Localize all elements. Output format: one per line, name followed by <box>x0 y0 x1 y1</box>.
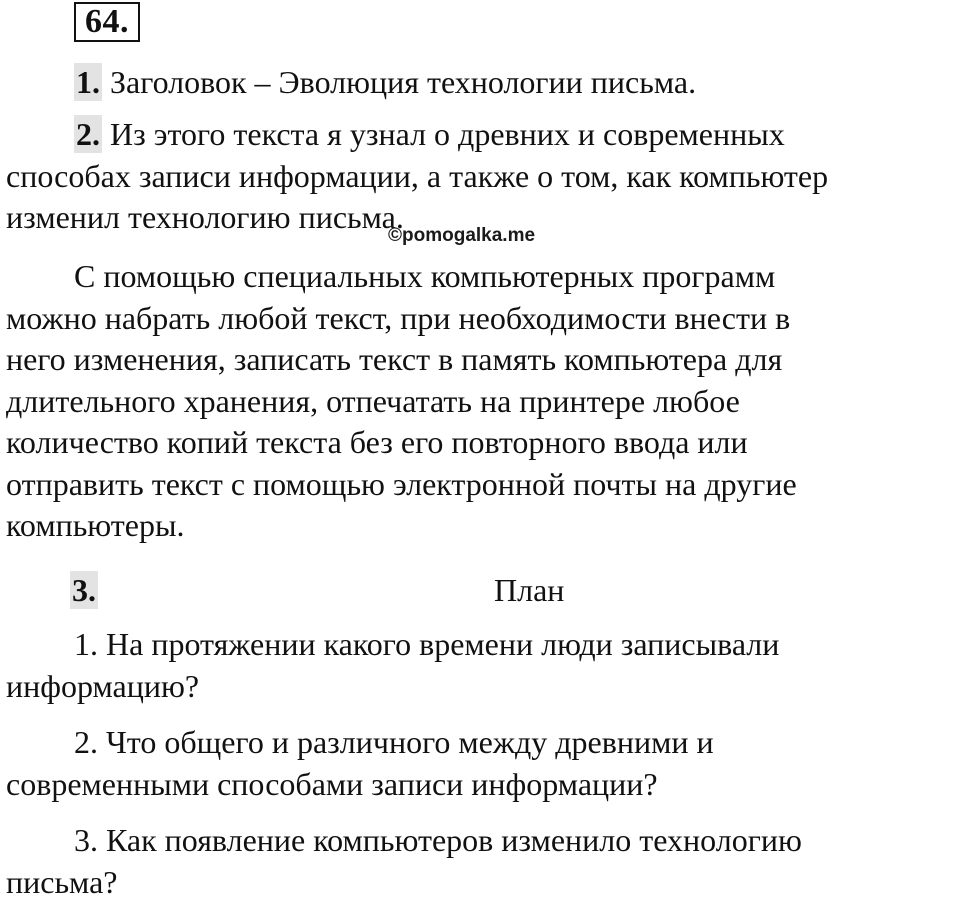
paragraph-line-4: длительного хранения, отпечатать на принтере любое <box>6 381 936 423</box>
task-number-box <box>74 2 140 42</box>
plan-item-1-line-1: 1. На протяжении какого времени люди записывали <box>6 624 936 666</box>
item-2-text-1: Из этого текста я узнал о древних и современных <box>102 116 785 152</box>
answer-item-2 <box>6 114 936 239</box>
plan-item-1-line-2: информацию? <box>6 666 936 708</box>
answer-item-1 <box>6 62 936 104</box>
item-2-paragraph <box>6 256 936 547</box>
plan-item-2 <box>6 722 936 805</box>
plan-item-2-line-2: современными способами записи информации? <box>6 764 936 806</box>
plan-item-2-line-1: 2. Что общего и различного между древними и <box>6 722 936 764</box>
answer-item-3-number-wrap <box>70 570 98 610</box>
paragraph-line-6: отправить текст с помощью электронной почты на другие <box>6 464 936 506</box>
plan-item-3-line-1: 3. Как появление компьютеров изменило технологию <box>6 820 936 862</box>
site-watermark: ©pomogalka.me <box>388 225 535 247</box>
paragraph-line-5: количество копий текста без его повторного ввода или <box>6 422 936 464</box>
paragraph-line-2: можно набрать любой текст, при необходимости внести в <box>6 298 936 340</box>
item-1-number: 1. <box>74 63 102 101</box>
plan-item-3 <box>6 820 936 903</box>
paragraph-line-3: него изменения, записать текст в память компьютера для <box>6 339 936 381</box>
item-2-line-1 <box>6 114 936 156</box>
paragraph-line-1: С помощью специальных компьютерных программ <box>6 256 936 298</box>
item-3-number: 3. <box>70 571 98 609</box>
task-number: 64. <box>85 5 129 39</box>
item-2-line-3: изменил технологию письма. <box>6 197 936 239</box>
item-2-number: 2. <box>74 115 102 153</box>
item-2-line-2: способах записи информации, а также о том, как компьютер <box>6 156 936 198</box>
plan-item-3-line-2: письма? <box>6 862 936 903</box>
plan-item-1 <box>6 624 936 707</box>
plan-title: План <box>494 570 564 610</box>
paragraph-line-7: компьютеры. <box>6 505 936 547</box>
item-1-text: Заголовок – Эволюция технологии письма. <box>102 64 696 100</box>
